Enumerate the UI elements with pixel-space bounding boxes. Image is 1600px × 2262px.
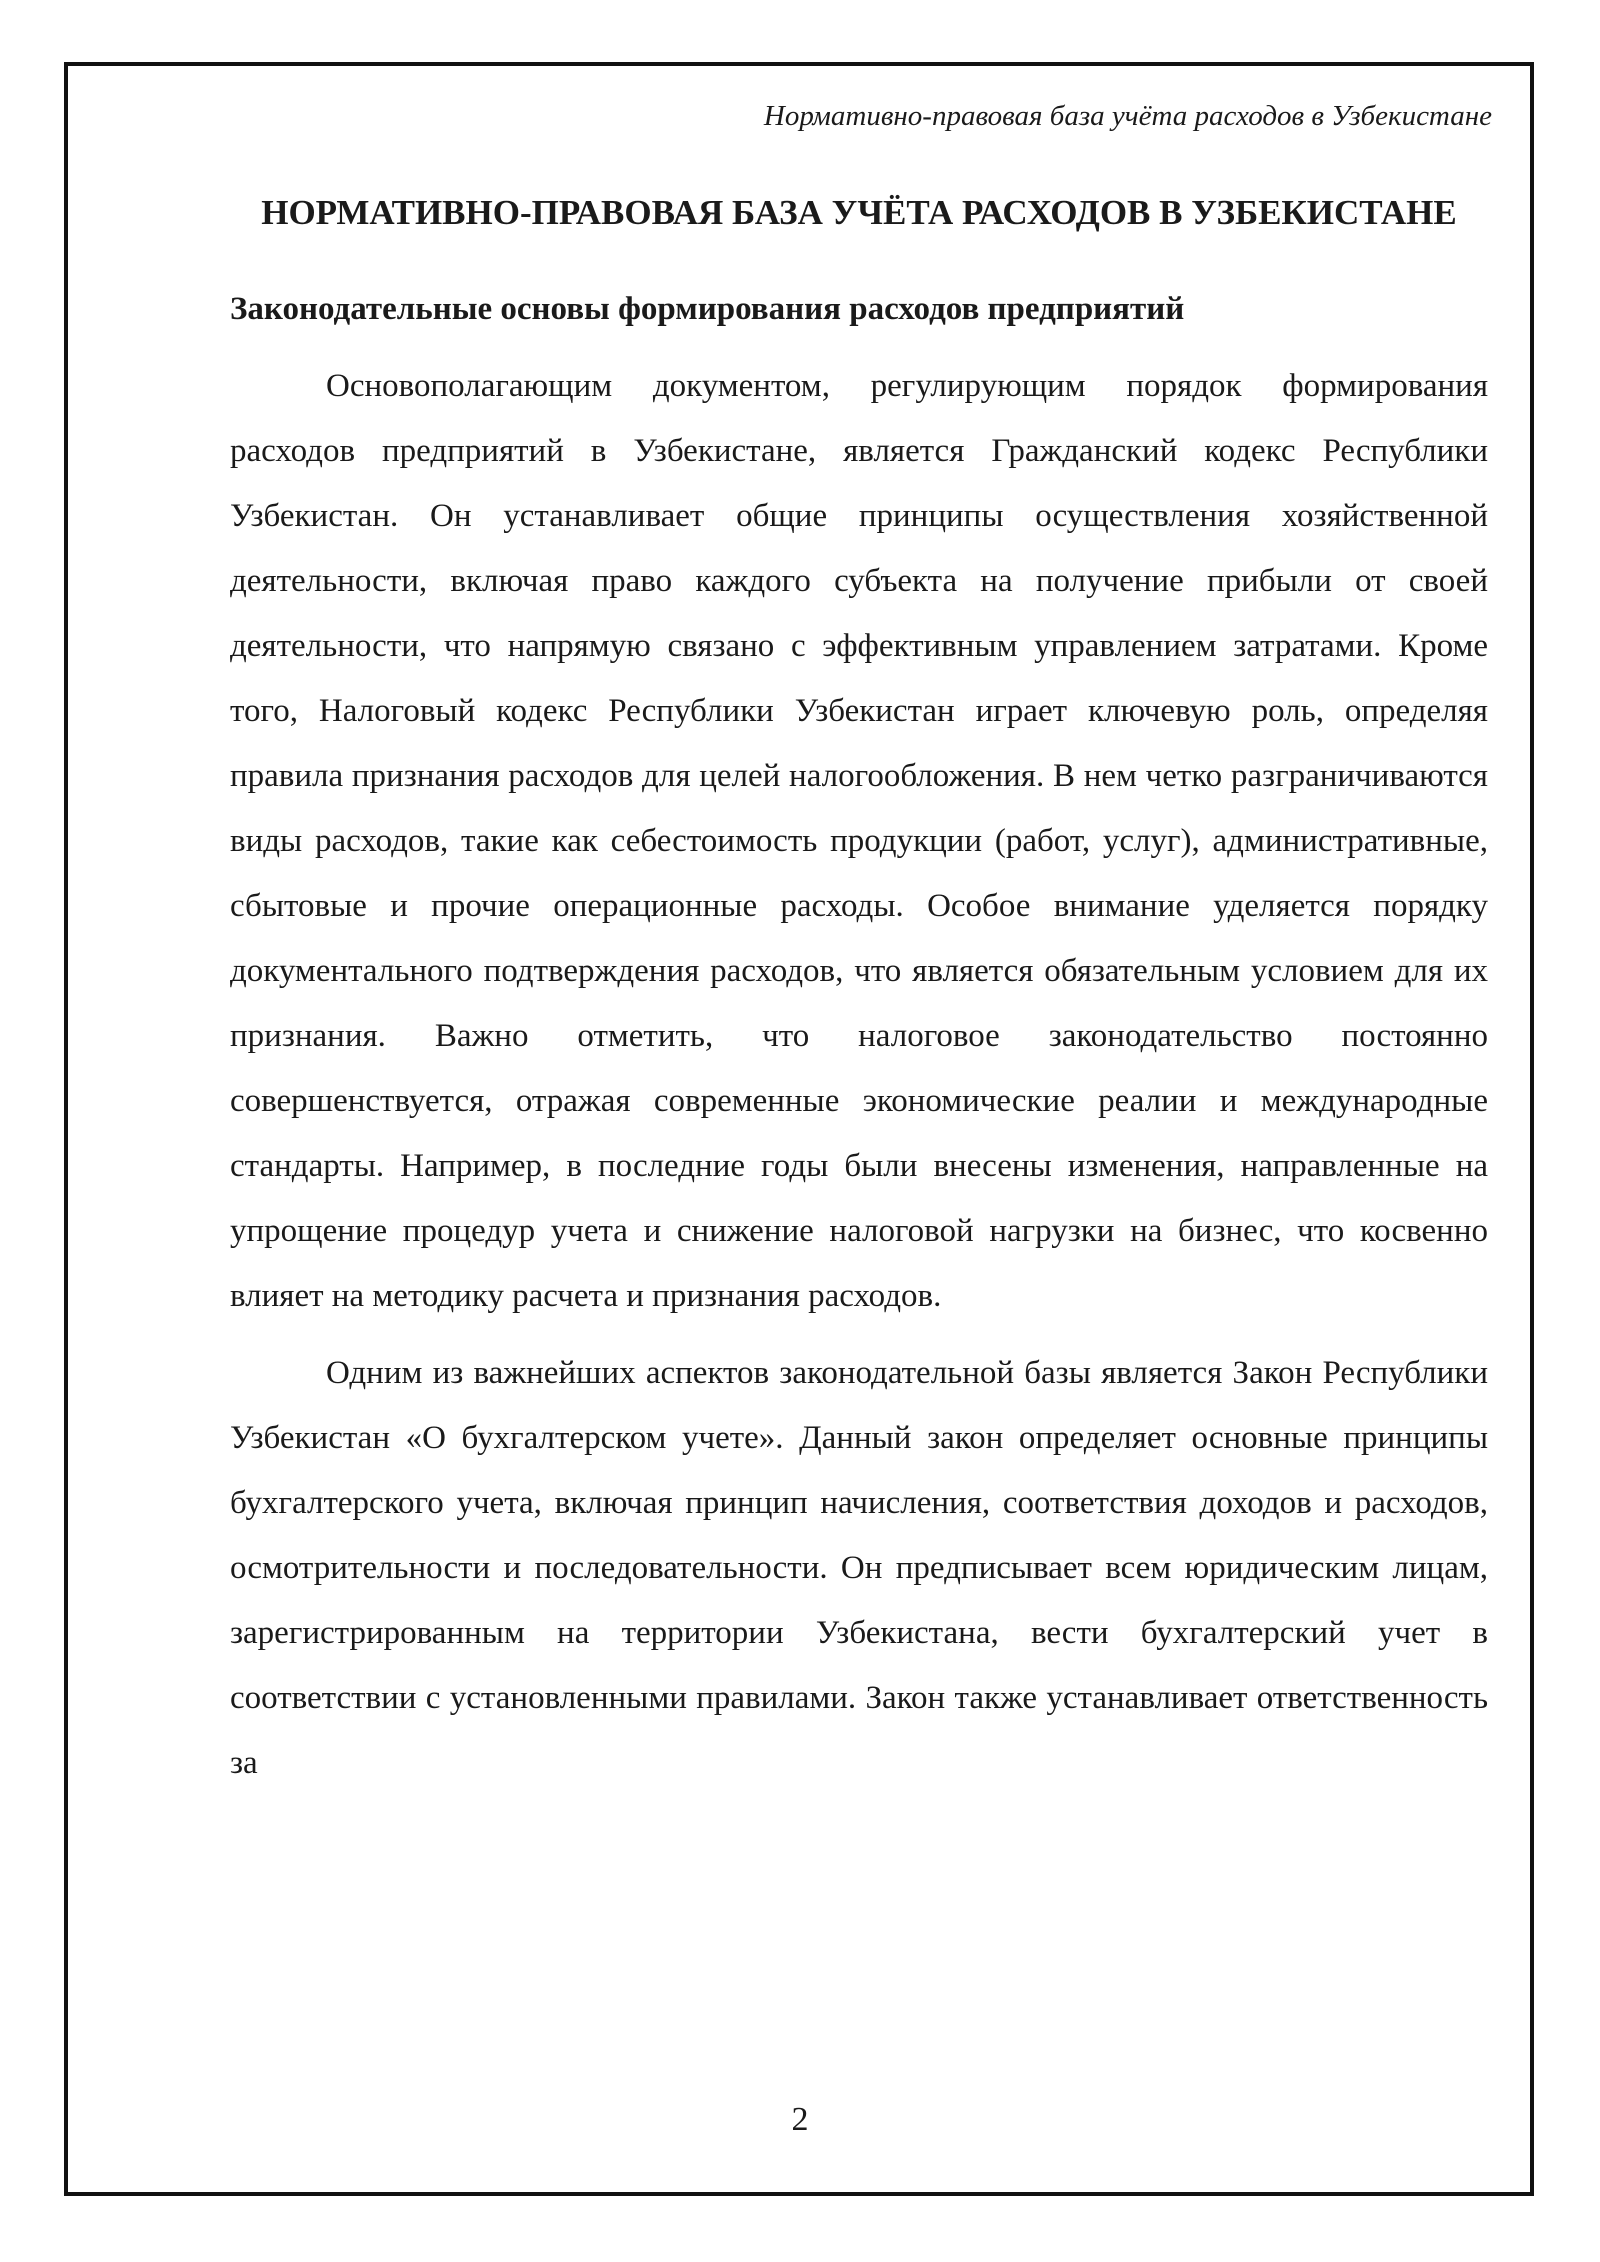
section-heading: Законодательные основы формирования расходов предприятий (230, 291, 1185, 327)
page-number: 2 (791, 2101, 809, 2138)
body-paragraph: Основополагающим документом, регулирующим порядок формирования расходов предприятий в Узбекистане, является Гражданский кодекс Республики Узбекистан. Он устанавливает общие принципы осуществления хозяйственной деятельности, включая право каждого субъекта на получение прибыли от своей деятельности, что напрямую связано с эффективным управлением затратами. Кроме того, Налоговый кодекс Республики Узбекистан играет ключевую роль, определяя правила признания расходов для целей налогообложения. В нем четко разграничиваются виды расходов, такие как себестоимость продукции (работ, услуг), административные, сбытовые и прочие операционные расходы. Особое внимание уделяется порядку документального подтверждения расходов, что является обязательным условием для их признания. Важно отметить, что налоговое законодательство постоянно совершенствуется, отражая современные экономические реалии и международные стандарты. Например, в последние годы были внесены изменения, направленные на упрощение процедур учета и снижение налоговой нагрузки на бизнес, что косвенно влияет на методику расчета и признания расходов. (230, 368, 1488, 1314)
body-paragraph: Одним из важнейших аспектов законодательной базы является Закон Республики Узбекистан «О бухгалтерском учете». Данный закон определяет основные принципы бухгалтерского учета, включая принцип начисления, соответствия доходов и расходов, осмотрительности и последовательности. Он предписывает всем юридическим лицам, зарегистрированным на территории Узбекистана, вести бухгалтерский учет в соответствии с установленными правилами. Закон также устанавливает ответственность за (230, 1355, 1488, 1781)
page-content (230, 180, 1488, 1796)
document-title: НОРМАТИВНО-ПРАВОВАЯ БАЗА УЧЁТА РАСХОДОВ В УЗБЕКИСТАНЕ (261, 193, 1457, 232)
running-header: Нормативно-правовая база учёта расходов в Узбекистане (763, 100, 1492, 132)
